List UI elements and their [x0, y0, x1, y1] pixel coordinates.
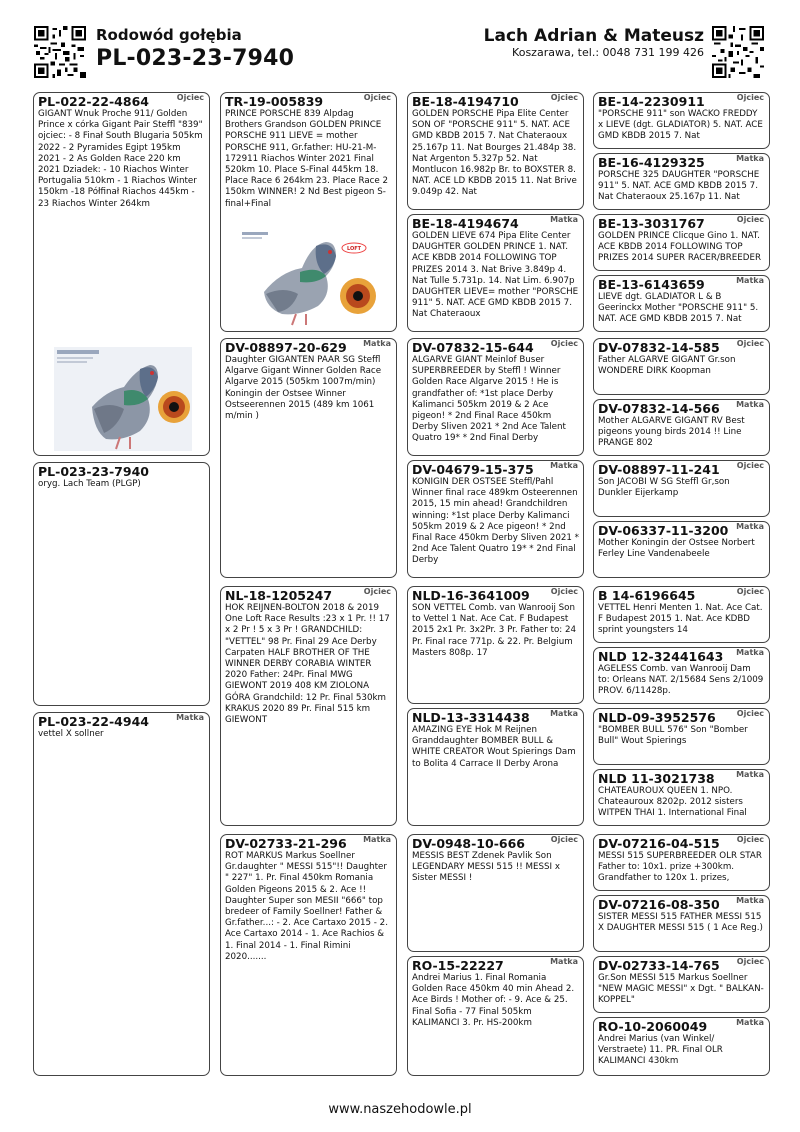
ring-number: DV-0948-10-666 — [412, 836, 525, 851]
role-label: Matka — [176, 713, 204, 722]
role-label: Matka — [550, 957, 578, 966]
ring-number: DV-07832-14-585 — [598, 340, 720, 355]
ring-number: RO-15-22227 — [412, 958, 504, 973]
ring-number: NLD-16-3641009 — [412, 588, 530, 603]
role-label: Ojciec — [550, 587, 578, 596]
description: MESSI 515 SUPERBREEDER OLR STAR Father to: 10x1. prize +300km. Grandfather to 120x 1. prizes, — [598, 851, 762, 884]
ring-number: PL-023-22-4944 — [38, 714, 149, 729]
ring-number: NLD 11-3021738 — [598, 771, 715, 786]
ring-number: NLD-13-3314438 — [412, 710, 530, 725]
description: vettel X sollner — [38, 729, 104, 739]
role-label: Ojciec — [736, 93, 764, 102]
ring-number: DV-08897-20-629 — [225, 340, 347, 355]
qr-code-right-icon — [712, 26, 764, 78]
role-label: Ojciec — [176, 93, 204, 102]
card-logo-text: LOFT — [346, 246, 362, 252]
role-label: Ojciec — [736, 339, 764, 348]
role-label: Ojciec — [736, 587, 764, 596]
pedigree-box-e8 — [593, 521, 770, 578]
role-label: Matka — [736, 276, 764, 285]
ring-number: TR-19-005839 — [225, 94, 324, 109]
description: Mother Koningin der Ostsee Norbert Ferley Line Vandenabeele — [598, 538, 755, 560]
role-label: Ojciec — [736, 461, 764, 470]
description: Andrei Marius 1. Final Romania Golden Race 450km 40 min Ahead 2. Ace Birds ! Mother of: - 9. Ace & 25. Final Sofia - 77 Final 505km KALIMANCI 3. Pr. HS-200km — [412, 973, 575, 1028]
description: Mother ALGARVE GIGANT RV Best pigeons young birds 2014 !! Line PRANGE 802 — [598, 416, 745, 449]
role-label: Matka — [736, 1018, 764, 1027]
ring-number: DV-08897-11-241 — [598, 462, 720, 477]
pedigree-box-e9 — [593, 586, 770, 643]
description: VETTEL Henri Menten 1. Nat. Ace Cat. F Budapest 2015 1. Nat. Ace KDBD sprint youngsters 14 — [598, 603, 763, 636]
description: MESSIS BEST Zdenek Pavlik Son LEGENDARY MESSI 515 !! MESSI x Sister MESSI ! — [412, 851, 560, 884]
pedigree-box-e16 — [593, 1017, 770, 1076]
description: "BOMBER BULL 576" Son "Bomber Bull" Wout Spierings — [598, 725, 748, 747]
description: HOK REIJNEN-BOLTON 2018 & 2019 One Loft Race Results :23 x 1 Pr. !! 17 x 2 Pr ! 5 x 3 Pr ! GRANDCHILD: "VETTEL" 98 Pr. Final 29 Ace Derby Carpaten HALF BROTHER OF THE WINNER DERBY CORABIA WINTER 2020 Father: 24Pr. Final MWG GIEWONT 2019 408 KM ZIOLONA GÓRA Grandchild: 12 Pr. Final 530km KRAKUS 2020 89 Pr. Final 515 km GIEWONT — [225, 603, 390, 726]
pedigree-box-d3 — [407, 338, 584, 456]
description: GIGANT Wnuk Proche 911/ Golden Prince x córka Gigant Pair Steffl "839" ojciec: - 8 Finał South Blugaria 505km 2022 - 2 Pyramides Egipt 195km 2021 - 2 As Golden Race 220 km 2021 Dziadek: - 10 Riachos Winter Portugalia 510km - 1 Riachos Winter 150km -18 Półfinał Riachos 445km - 23 Riachos Winter 264km — [38, 109, 203, 209]
description: oryg. Lach Team (PLGP) — [38, 479, 141, 489]
pedigree-box-b3 — [33, 712, 210, 1076]
footer-website-link[interactable]: www.naszehodowle.pl — [328, 1102, 472, 1117]
pedigree-box-c3 — [220, 586, 397, 826]
ring-number: RO-10-2060049 — [598, 1019, 708, 1034]
ring-number: DV-04679-15-375 — [412, 462, 534, 477]
role-label: Matka — [736, 400, 764, 409]
pedigree-box-e13 — [593, 834, 770, 891]
ring-number: DV-02733-14-765 — [598, 958, 720, 973]
role-label: Matka — [736, 154, 764, 163]
ring-number: BE-14-2230911 — [598, 94, 705, 109]
pedigree-box-e4 — [593, 275, 770, 332]
ring-number: DV-07832-15-644 — [412, 340, 534, 355]
ring-number: B 14-6196645 — [598, 588, 696, 603]
description: SISTER MESSI 515 FATHER MESSI 515 X DAUGHTER MESSI 515 ( 1 Ace Reg.) — [598, 912, 763, 934]
description: CHATEAUROUX QUEEN 1. NPO. Chateauroux 8202p. 2012 sisters WITPEN THAI 1. International Final — [598, 786, 747, 819]
description: "PORSCHE 911" son WACKO FREDDY x LIEVE (dgt. GLADIATOR) 5. NAT. ACE GMD KBDB 2015 7. Nat — [598, 109, 763, 142]
ring-number: BE-18-4194674 — [412, 216, 519, 231]
role-label: Matka — [736, 648, 764, 657]
ring-number: BE-18-4194710 — [412, 94, 519, 109]
pedigree-box-e6 — [593, 399, 770, 456]
description: ROT MARKUS Markus Soellner Gr.daughter " MESSI 515"!! Daughter " 227" 1. Pr. Final 450km Romania Golden Pigeons 2015 & 2. Ace !! Daughter Super son MESII "666" top bredeer of Family Soellner! Father & Gr.father...: - 2. Ace Cartaxo 2015 - 2. Ace Cartaxo 2014 - 1. Ace Rachios & 1. Final 2014 - 1. Final Rimini 2020....... — [225, 851, 388, 962]
role-label: Matka — [550, 709, 578, 718]
ring-number: NL-18-1205247 — [225, 588, 333, 603]
ring-number: NLD 12-32441643 — [598, 649, 724, 664]
ring-number: DV-07832-14-566 — [598, 401, 720, 416]
role-label: Ojciec — [363, 93, 391, 102]
pedigree-box-e5 — [593, 338, 770, 395]
owner-name: Lach Adrian & Mateusz — [483, 26, 704, 46]
description: AMAZING EYE Hok M Reijnen Granddaughter BOMBER BULL & WHITE CREATOR Wout Spierings Dam to Bolita 4 Carrace II Derby Arona — [412, 725, 576, 769]
ring-number: PL-023-23-7940 — [38, 464, 149, 479]
role-label: Matka — [736, 770, 764, 779]
ring-number: PL-022-22-4864 — [38, 94, 149, 109]
description: Gr.Son MESSI 515 Markus Soellner "NEW MAGIC MESSI" x Dgt. " BALKAN-KOPPEL" — [598, 973, 764, 1006]
pigeon-photo-grandfather — [240, 230, 380, 327]
role-label: Ojciec — [550, 339, 578, 348]
description: Andrei Marius (van Winkel/ Verstraete) 11. PR. Final OLR KALIMANCI 430km — [598, 1034, 723, 1067]
pedigree-box-d2 — [407, 214, 584, 332]
document-title: Rodowód gołębia — [96, 26, 242, 44]
pedigree-box-d8 — [407, 956, 584, 1076]
pedigree-box-d1 — [407, 92, 584, 210]
description: PRINCE PORSCHE 839 Alpdag Brothers Grandson GOLDEN PRINCE PORSCHE 911 LIEVE = mother PORSCHE 911, Gr.father: HU-21-M-172911 Riachos Winter 2021 Final 520km 10. Place S-Final 445km 18. Place Race 6 264km 23. Place Race 2 150km WINNER! 2 Nd Best pigeon S-final+Final — [225, 109, 389, 209]
ring-number: DV-02733-21-296 — [225, 836, 347, 851]
ring-number: NLD-09-3952576 — [598, 710, 716, 725]
pedigree-box-d7 — [407, 834, 584, 952]
role-label: Ojciec — [736, 215, 764, 224]
description: Son JACOBI W SG Steffl Gr,son Dunkler Eijerkamp — [598, 477, 730, 499]
pigeon-ring-number: PL-023-23-7940 — [96, 46, 295, 71]
role-label: Ojciec — [363, 587, 391, 596]
role-label: Ojciec — [736, 835, 764, 844]
pedigree-box-c2 — [220, 338, 397, 578]
pedigree-box-e15 — [593, 956, 770, 1013]
role-label: Ojciec — [550, 93, 578, 102]
role-label: Matka — [736, 896, 764, 905]
ring-number: DV-07216-04-515 — [598, 836, 720, 851]
role-label: Matka — [363, 835, 391, 844]
description: GOLDEN LIEVE 674 Pipa Elite Center DAUGHTER GOLDEN PRINCE 1. NAT. ACE KBDB 2014 FOLLOWING TOP PRIZES 2014 3. Nat Brive 3.849p 4. Nat Tulle 5.731p. 14. Nat Lim. 6.907p DAUGHTER LIEVE= mother "PORSCHE 911" 5. NAT. ACE GMD KBDB 2015 7. Nat Chateraoux — [412, 231, 579, 320]
owner-contact: Koszarawa, tel.: 0048 731 199 426 — [512, 46, 704, 59]
description: LIEVE dgt. GLADIATOR L & B Geerinckx Mother "PORSCHE 911" 5. NAT. ACE GMD KBDB 2015 7. Nat — [598, 292, 759, 325]
role-label: Ojciec — [736, 957, 764, 966]
ring-number: BE-13-3031767 — [598, 216, 705, 231]
role-label: Ojciec — [736, 709, 764, 718]
description: Daughter GIGANTEN PAAR SG Steffl Algarve Gigant Winner Golden Race Algarve 2015 (505km 1007m/min) Koningin der Ostsee Winner Ostseerennen 2015 (489 km 1061 m/min ) — [225, 355, 382, 422]
description: Father ALGARVE GIGANT Gr.son WONDERE DIRK Koopman — [598, 355, 736, 377]
pedigree-box-d6 — [407, 708, 584, 826]
ring-number: DV-07216-08-350 — [598, 897, 720, 912]
description: GOLDEN PRINCE Clicque Gino 1. NAT. ACE KBDB 2014 FOLLOWING TOP PRIZES 2014 SUPER RACER/BREEDER — [598, 231, 762, 264]
pedigree-box-e10 — [593, 647, 770, 704]
pedigree-box-e11 — [593, 708, 770, 765]
role-label: Matka — [550, 461, 578, 470]
description: GOLDEN PORSCHE Pipa Elite Center SON OF "PORSCHE 911" 5. NAT. ACE GMD KBDB 2015 7. Nat Chateraoux 25.167p 11. Nat Bourges 21.484p 38. Nat Argenton 5.327p 52. Nat Montlucon 16.982p Br. to BOXSTER 8. NAT. ACE LD KBDB 2015 11. Nat Brive 9.049p 42. Nat — [412, 109, 577, 198]
pedigree-box-e7 — [593, 460, 770, 517]
role-label: Ojciec — [550, 835, 578, 844]
ring-number: DV-06337-11-3200 — [598, 523, 729, 538]
role-label: Matka — [550, 215, 578, 224]
pedigree-box-e14 — [593, 895, 770, 952]
role-label: Matka — [363, 339, 391, 348]
pigeon-photo-father — [54, 347, 192, 451]
pedigree-box-e12 — [593, 769, 770, 826]
pedigree-box-d4 — [407, 460, 584, 578]
pedigree-box-e2 — [593, 153, 770, 210]
ring-number: BE-16-4129325 — [598, 155, 705, 170]
qr-code-left-icon — [34, 26, 86, 78]
role-label: Matka — [736, 522, 764, 531]
pedigree-box-e1 — [593, 92, 770, 149]
description: SON VETTEL Comb. van Wanrooij Son to Vettel 1 Nat. Ace Cat. F Budapest 2015 2x1 Pr. 3x2Pr. 3 Pr. Father to: 24 Pr. Final race 771p. & 22. Pr. Belgium Masters 808p. 17 — [412, 603, 577, 658]
description: ALGARVE GIANT Meinlof Buser SUPERBREEDER by Steffl ! Winner Golden Race Algarve 2015 ! He is grandfather of: *1st place Derby Kalimanci 505km 2019 & 2 Ace pigeon! * 2nd Final Race 450km Derby Sliven 2021 * 2nd Ace Talent Quatro 19* * 2nd Final Derby — [412, 355, 566, 444]
description: AGELESS Comb. van Wanrooij Dam to: Orleans NAT. 2/15684 Sens 2/1009 PROV. 6/11428p. — [598, 664, 764, 697]
pedigree-box-b2 — [33, 462, 210, 706]
ring-number: BE-13-6143659 — [598, 277, 705, 292]
pedigree-box-d5 — [407, 586, 584, 704]
description: KONIGIN DER OSTSEE Steffl/Pahl Winner final race 489km Osteerennen 2015, 15 min ahead! Grandchildren winning: *1st place Derby Kalimanci 505km 2019 & 2 Ace pigeon! * 2nd Final Race 450km Derby Sliven 2021 * 2nd Ace Talent Quatro 19* * 2nd Final Derby — [412, 477, 580, 566]
pedigree-box-c4 — [220, 834, 397, 1076]
description: PORSCHE 325 DAUGHTER "PORSCHE 911" 5. NAT. ACE GMD KBDB 2015 7. Nat Chateraoux 25.167p 11. Nat — [598, 170, 760, 203]
pedigree-box-e3 — [593, 214, 770, 271]
